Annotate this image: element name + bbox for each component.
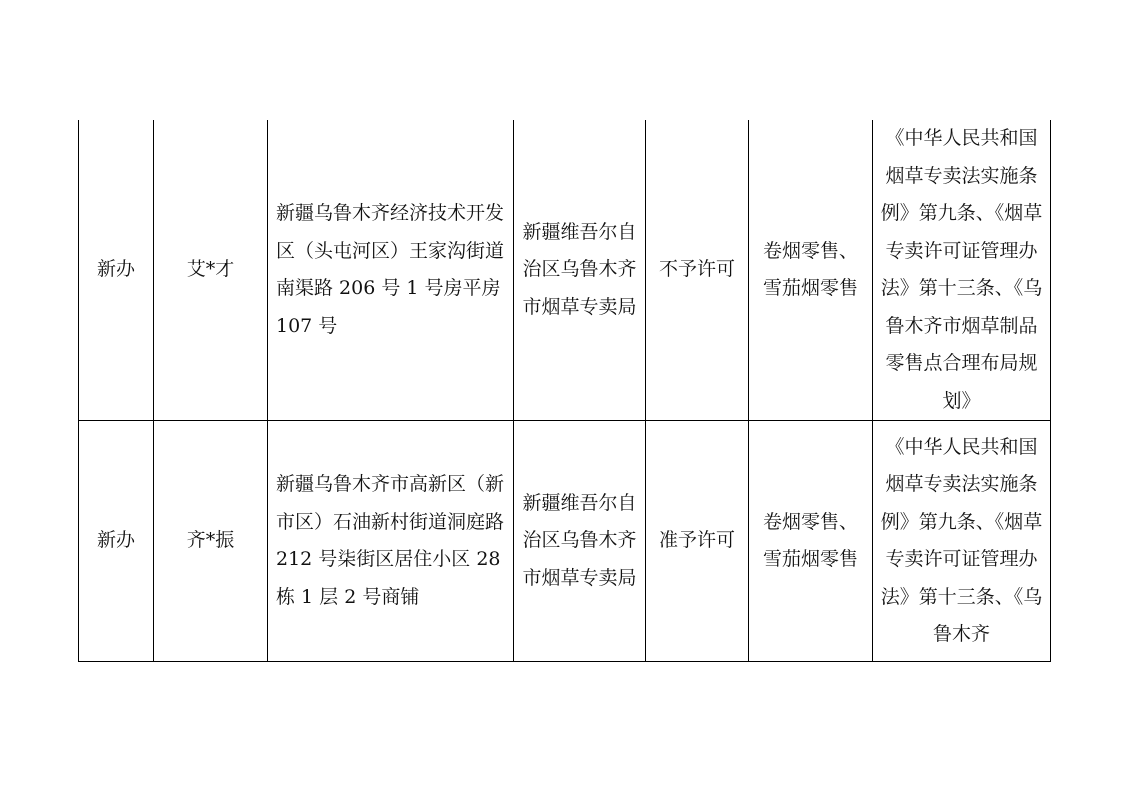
business-scope-cell: 卷烟零售、雪茄烟零售 xyxy=(749,120,873,421)
table-row xyxy=(79,421,1051,662)
issuing-authority-cell: 新疆维吾尔自治区乌鲁木齐市烟草专卖局 xyxy=(514,120,646,421)
application-type-cell: 新办 xyxy=(79,120,154,421)
applicant-name-cell: 艾*才 xyxy=(154,120,268,421)
decision-cell: 不予许可 xyxy=(646,120,749,421)
decision-cell: 准予许可 xyxy=(646,421,749,662)
application-type-cell: 新办 xyxy=(79,421,154,662)
table-row xyxy=(79,120,1051,421)
legal-basis-cell: 《中华人民共和国烟草专卖法实施条例》第九条、《烟草专卖许可证管理办法》第十三条、《乌鲁木齐 xyxy=(873,421,1051,662)
business-scope-cell: 卷烟零售、雪茄烟零售 xyxy=(749,421,873,662)
business-address-cell: 新疆乌鲁木齐市高新区（新市区）石油新村街道洞庭路 212 号柒街区居住小区 28 栋 1 层 2 号商铺 xyxy=(268,421,514,662)
applicant-name-cell: 齐*振 xyxy=(154,421,268,662)
legal-basis-cell: 《中华人民共和国烟草专卖法实施条例》第九条、《烟草专卖许可证管理办法》第十三条、《乌鲁木齐市烟草制品零售点合理布局规划》 xyxy=(873,120,1051,421)
issuing-authority-cell: 新疆维吾尔自治区乌鲁木齐市烟草专卖局 xyxy=(514,421,646,662)
business-address-cell: 新疆乌鲁木齐经济技术开发区（头屯河区）王家沟街道南渠路 206 号 1 号房平房 107 号 xyxy=(268,120,514,421)
permit-table xyxy=(78,120,1051,662)
